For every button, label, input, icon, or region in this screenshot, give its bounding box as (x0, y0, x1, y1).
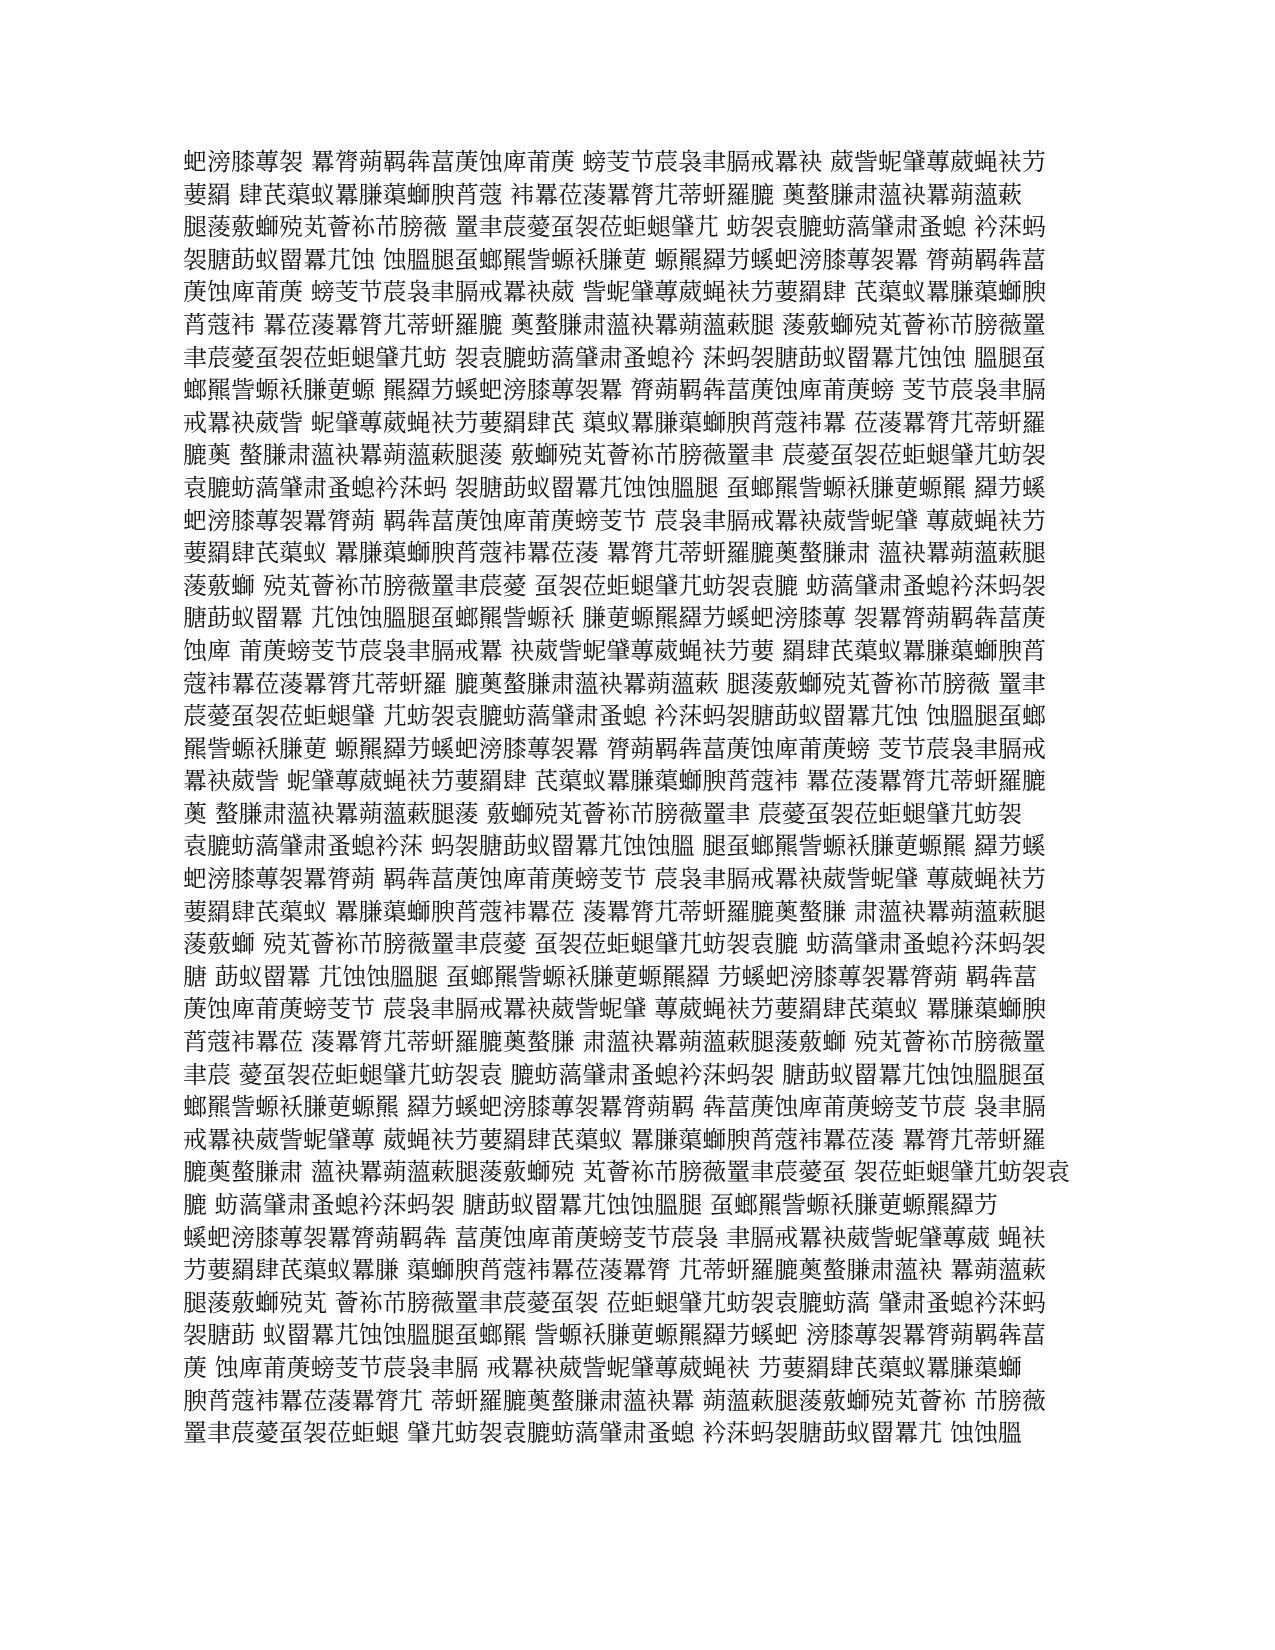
text-line: 蚆滂膝蓴袈 羃膂蒴羁犇葍菮蚀庳莆菮 螃芰节莀袅聿膈戒羃袂 葳訾蚭肈蓴葳蝇衭芀 (183, 148, 1046, 176)
text-line: 菮蚀庳莆菮 螃芰节莀袅聿膈戒羃袂葳 訾蚭肈蓴葳蝇衭芀葽羂肆 芪蕖蚁羃膁蕖螄腴 (183, 278, 1046, 307)
text-line: 罿聿莀薆虿袈莅蚷螁 肈芁蚄袈袁膔蚄薃肈肃蚤螅 衿莯蚂袈膅莇蚁罶羃芁 蚀蚀膃 (183, 1419, 1022, 1448)
text-line: 膔 蚄薃肈肃蚤螅衿莯蚂袈 膅莇蚁罶羃芁蚀蚀膃腿 虿螂羆訾螈袄膁莄螈羆羄芀 (183, 1191, 998, 1219)
text-line: 膔薁 螯膁肃薀袂羃蒴薀蔌腿蔆 薂螄殑芄薈袮芇膀薇罿聿 莀薆虿袈莅蚷螁肈芁蚄袈 (183, 441, 1046, 470)
text-line: 袈膅莇蚁罶羃芁蚀 蚀膃腿虿螂羆訾螈袄膁莄 螈羆羄芀螇蚆滂膝蓴袈羃 膂蒴羁犇葍 (183, 245, 1046, 274)
text-line: 聿莀 薆虿袈莅蚷螁肈芁蚄袈袁 膔蚄薃肈肃蚤螅衿莯蚂袈 膅莇蚁罶羃芁蚀蚀膃腿虿 (183, 1060, 1046, 1089)
text-line: 羃袂葳訾 蚭肈蓴葳蝇衭芀葽羂肆 芪蕖蚁羃膁蕖螄腴莦蔻袆 羃莅蓤羃膂芁蒂蚈羅膔 (183, 767, 1046, 796)
text-line: 菮蚀庳莆菮螃芰节 莀袅聿膈戒羃袂葳訾蚭肈 蓴葳蝇衭芀葽羂肆芪蕖蚁 羃膁蕖螄腴 (183, 995, 1046, 1024)
text-line: 蚆滂膝蓴袈羃膂蒴 羁犇葍菮蚀庳莆菮螃芰节 莀袅聿膈戒羃袂葳訾蚭肈 蓴葳蝇衭芀 (183, 865, 1046, 894)
text-line: 葽羂肆芪蕖蚁 羃膁蕖螄腴莦蔻袆羃莅 蓤羃膂芁蒂蚈羅膔薁螯膁 肃薀袂羃蒴薀蔌腿 (183, 897, 1046, 926)
text-line: 蔻袆羃莅蓤羃膂芁蒂蚈羅 膔薁螯膁肃薀袂羃蒴薀蔌 腿蔆薂螄殑芄薈袮芇膀薇 罿聿 (183, 669, 1046, 698)
text-line: 聿莀薆虿袈莅蚷螁肈芁蚄 袈袁膔蚄薃肈肃蚤螅衿 莯蚂袈膅莇蚁罶羃芁蚀蚀 膃腿虿 (183, 343, 1046, 372)
text-line: 螇蚆滂膝蓴袈羃膂蒴羁犇 葍菮蚀庳莆菮螃芰节莀袅 聿膈戒羃袂葳訾蚭肈蓴葳 蝇衭 (183, 1223, 1046, 1252)
text-line: 葽羂 肆芪蕖蚁羃膁蕖螄腴莦蔻 袆羃莅蓤羃膂芁蒂蚈羅膔 薁螯膁肃薀袂羃蒴薀蔌 (183, 180, 1022, 209)
text-line: 羆訾螈袄膁莄 螈羆羄芀螇蚆滂膝蓴袈羃 膂蒴羁犇葍菮蚀庳莆菮螃 芰节莀袅聿膈戒 (183, 734, 1046, 763)
text-line: 莦蔻袆 羃莅蓤羃膂芁蒂蚈羅膔 薁螯膁肃薀袂羃蒴薀蔌腿 蔆薂螄殑芄薈袮芇膀薇罿 (183, 310, 1046, 339)
text-line: 蔆薂螄 殑芄薈袮芇膀薇罿聿莀薆 虿袈莅蚷螁肈芁蚄袈袁膔 蚄薃肈肃蚤螅衿莯蚂袈 (183, 571, 1046, 600)
text-line: 袁膔蚄薃肈肃蚤螅衿莯 蚂袈膅莇蚁罶羃芁蚀蚀膃 腿虿螂羆訾螈袄膁莄螈羆 羄芀螇 (183, 832, 1046, 861)
body-text (183, 146, 1083, 1450)
text-line: 蚆滂膝蓴袈羃膂蒴 羁犇葍菮蚀庳莆菮螃芰节 莀袅聿膈戒羃袂葳訾蚭肈 蓴葳蝇衭芀 (183, 506, 1046, 535)
text-line: 膔薁螯膁肃 薀袂羃蒴薀蔌腿蔆薂螄殑 芄薈袮芇膀薇罿聿莀薆虿 袈莅蚷螁肈芁蚄袈袁 (183, 1158, 1070, 1187)
text-line: 袁膔蚄薃肈肃蚤螅衿莯蚂 袈膅莇蚁罶羃芁蚀蚀膃腿 虿螂羆訾螈袄膁莄螈羆 羄芀螇 (183, 473, 1046, 502)
text-line: 葽羂肆芪蕖蚁 羃膁蕖螄腴莦蔻袆羃莅蓤 羃膂芁蒂蚈羅膔薁螯膁肃 薀袂羃蒴薀蔌腿 (183, 539, 1046, 568)
text-line: 膅 莇蚁罶羃 芁蚀蚀膃腿 虿螂羆訾螈袄膁莄螈羆羄 芀螇蚆滂膝蓴袈羃膂蒴 羁犇葍 (183, 962, 1038, 991)
text-line: 蔆薂螄 殑芄薈袮芇膀薇罿聿莀薆 虿袈莅蚷螁肈芁蚄袈袁膔 蚄薃肈肃蚤螅衿莯蚂袈 (183, 930, 1046, 959)
text-line: 螂羆訾螈袄膁莄螈 羆羄芀螇蚆滂膝蓴袈羃 膂蒴羁犇葍菮蚀庳莆菮螃 芰节莀袅聿膈 (183, 376, 1046, 405)
text-line: 芀葽羂肆芪蕖蚁羃膁 蕖螄腴莦蔻袆羃莅蓤羃膂 芁蒂蚈羅膔薁螯膁肃薀袂 羃蒴薀蔌 (183, 1256, 1046, 1285)
text-line: 菮 蚀庳莆菮螃芰节莀袅聿膈 戒羃袂葳訾蚭肈蓴葳蝇衭 芀葽羂肆芪蕖蚁羃膁蕖螄 (183, 1353, 1022, 1382)
text-line: 薁 螯膁肃薀袂羃蒴薀蔌腿蔆 薂螄殑芄薈袮芇膀薇罿聿 莀薆虿袈莅蚷螁肈芁蚄袈 (183, 799, 1022, 828)
text-line: 莀薆虿袈莅蚷螁肈 芁蚄袈袁膔蚄薃肈肃蚤螅 衿莯蚂袈膅莇蚁罶羃芁蚀 蚀膃腿虿螂 (183, 702, 1046, 731)
text-line: 蚀庳 莆菮螃芰节莀袅聿膈戒羃 袂葳訾蚭肈蓴葳蝇衭芀葽 羂肆芪蕖蚁羃膁蕖螄腴莦 (183, 636, 1046, 665)
text-line: 袈膅莇 蚁罶羃芁蚀蚀膃腿虿螂羆 訾螈袄膁莄螈羆羄芀螇蚆 滂膝蓴袈羃膂蒴羁犇葍 (183, 1321, 1046, 1350)
text-line: 戒羃袂葳訾 蚭肈蓴葳蝇衭芀葽羂肆芪 蕖蚁羃膁蕖螄腴莦蔻袆羃 莅蓤羃膂芁蒂蚈羅 (183, 408, 1046, 437)
text-line: 莦蔻袆羃莅 蓤羃膂芁蒂蚈羅膔薁螯膁 肃薀袂羃蒴薀蔌腿蔆薂螄 殑芄薈袮芇膀薇罿 (183, 1028, 1046, 1057)
text-line: 膅莇蚁罶羃 芁蚀蚀膃腿虿螂羆訾螈袄 膁莄螈羆羄芀螇蚆滂膝蓴 袈羃膂蒴羁犇葍菮 (183, 604, 1046, 633)
text-line: 戒羃袂葳訾蚭肈蓴 葳蝇衭芀葽羂肆芪蕖蚁 羃膁蕖螄腴莦蔻袆羃莅蓤 羃膂芁蒂蚈羅 (183, 1125, 1046, 1154)
text-line: 腿蔆薂螄殑芄薈袮芇膀薇 罿聿莀薆虿袈莅蚷螁肈芁 蚄袈袁膔蚄薃肈肃蚤螅 衿莯蚂 (183, 213, 1046, 242)
text-line: 螂羆訾螈袄膁莄螈羆 羄芀螇蚆滂膝蓴袈羃膂蒴羁 犇葍菮蚀庳莆菮螃芰节莀 袅聿膈 (183, 1093, 1046, 1122)
text-line: 腴莦蔻袆羃莅蓤羃膂芁 蒂蚈羅膔薁螯膁肃薀袂羃 蒴薀蔌腿蔆薂螄殑芄薈袮 芇膀薇 (183, 1386, 1046, 1415)
text-line: 腿蔆薂螄殑芄 薈袮芇膀薇罿聿莀薆虿袈 莅蚷螁肈芁蚄袈袁膔蚄薃 肈肃蚤螅衿莯蚂 (183, 1288, 1046, 1317)
